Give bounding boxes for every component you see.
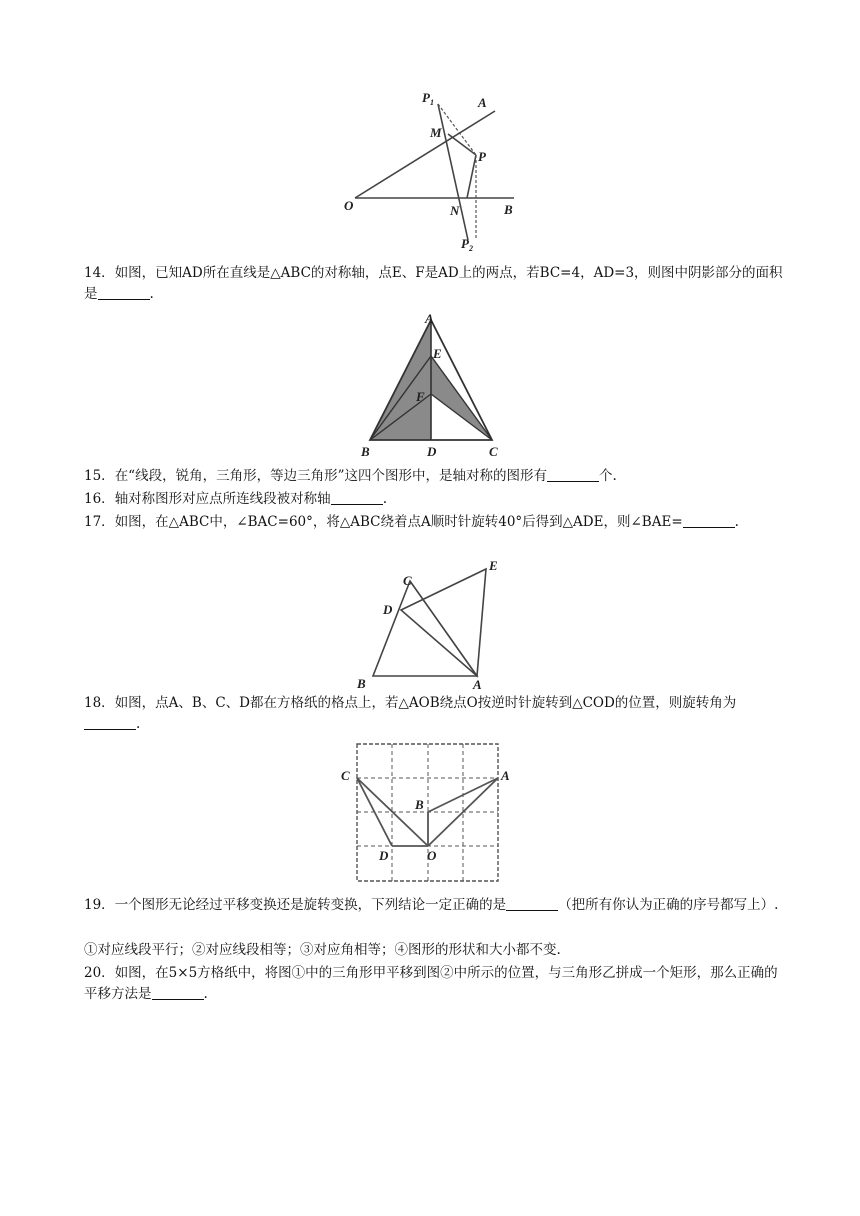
question-16-number: 16． <box>84 491 115 507</box>
label-a: A <box>425 311 434 326</box>
figure-angle-reflection <box>340 84 520 256</box>
label-o: O <box>427 848 437 863</box>
question-16 <box>84 489 784 510</box>
question-19-options: ①对应线段平行；②对应线段相等；③对应角相等；④图形的形状和大小都不变. <box>84 942 561 958</box>
question-17-tail: . <box>734 514 739 530</box>
answer-blank-14 <box>98 285 150 300</box>
question-20 <box>84 963 784 1005</box>
question-15-text: 在“线段，锐角，三角形，等边三角形”这四个图形中，是轴对称的图形有 <box>114 468 547 484</box>
segment-p-n <box>467 155 476 198</box>
label-a: A <box>478 95 487 110</box>
figure-rotated-triangles <box>355 558 515 692</box>
question-14-text: 如图，已知AD所在直线是△ABC的对称轴，点E、F是AD上的两点，若BC=4，AD=3，则图中阴影部分的面积是 <box>84 265 783 302</box>
label-p: P <box>478 149 486 164</box>
question-18-text: 如图，点A、B、C、D都在方格纸的格点上，若△AOB绕点O按逆时针旋转到△COD的位置，则旋转角为 <box>114 695 737 711</box>
label-a: A <box>473 677 482 692</box>
figure-symmetric-triangle <box>355 312 515 462</box>
answer-blank-16 <box>331 490 383 505</box>
question-14 <box>84 263 784 305</box>
segment-ca <box>410 581 477 676</box>
label-d: D <box>383 602 393 617</box>
segment-ba <box>428 778 498 812</box>
question-19-number: 19． <box>84 897 115 913</box>
label-f: F <box>416 389 425 404</box>
label-n: N <box>450 203 460 218</box>
label-c: C <box>403 573 412 588</box>
question-16-tail: . <box>382 491 387 507</box>
label-m: M <box>430 125 442 140</box>
label-b: B <box>415 797 424 812</box>
question-18-number: 18． <box>84 695 115 711</box>
label-c: C <box>341 768 350 783</box>
question-19 <box>84 895 784 916</box>
answer-blank-17 <box>683 513 735 528</box>
label-e: E <box>433 346 442 361</box>
answer-blank-18 <box>84 715 136 730</box>
answer-blank-20 <box>152 985 204 1000</box>
answer-blank-15 <box>547 467 599 482</box>
question-20-text: 如图，在5×5方格纸中，将图①中的三角形甲平移到图②中所示的位置，与三角形乙拼成一个矩形，那么正确的平移方法是 <box>84 965 778 1002</box>
question-20-tail: . <box>203 986 208 1002</box>
figure-rotated-triangles-svg <box>355 558 515 692</box>
question-14-tail: . <box>149 286 154 302</box>
label-e: E <box>489 558 498 573</box>
question-15-number: 15． <box>84 468 115 484</box>
question-19-tail: （把所有你认为正确的序号都写上）. <box>558 897 779 913</box>
figure-grid-rotation <box>335 738 525 884</box>
question-17 <box>84 512 784 533</box>
question-18-tail: . <box>136 716 141 732</box>
question-18 <box>84 693 784 735</box>
label-b: B <box>361 444 370 459</box>
figure-grid-rotation-svg <box>335 738 525 884</box>
label-b: B <box>357 676 366 691</box>
answer-blank-19 <box>506 896 558 911</box>
figure-angle-reflection-svg <box>340 84 520 256</box>
label-p1: $P_1$ <box>422 90 434 107</box>
figure-symmetric-triangle-svg <box>355 312 515 462</box>
question-15-tail: 个. <box>599 468 617 484</box>
question-19-text: 一个图形无论经过平移变换还是旋转变换，下列结论一定正确的是 <box>114 897 507 913</box>
question-15 <box>84 466 784 487</box>
question-20-number: 20． <box>84 965 115 981</box>
question-14-number: 14． <box>84 265 115 281</box>
question-17-number: 17． <box>84 514 115 530</box>
question-17-text: 如图，在△ABC中，∠BAC=60°，将△ABC绕着点A顺时针旋转40°后得到△ADE，则∠BAE= <box>114 514 683 530</box>
question-16-text: 轴对称图形对应点所连线段被对称轴 <box>114 491 331 507</box>
label-p2: $P_2$ <box>461 236 473 253</box>
label-a: A <box>501 768 510 783</box>
label-d: D <box>379 848 389 863</box>
label-d: D <box>427 444 437 459</box>
label-o: O <box>344 198 354 213</box>
label-c: C <box>489 444 498 459</box>
ray-oa <box>355 111 495 198</box>
label-b: B <box>504 202 513 217</box>
